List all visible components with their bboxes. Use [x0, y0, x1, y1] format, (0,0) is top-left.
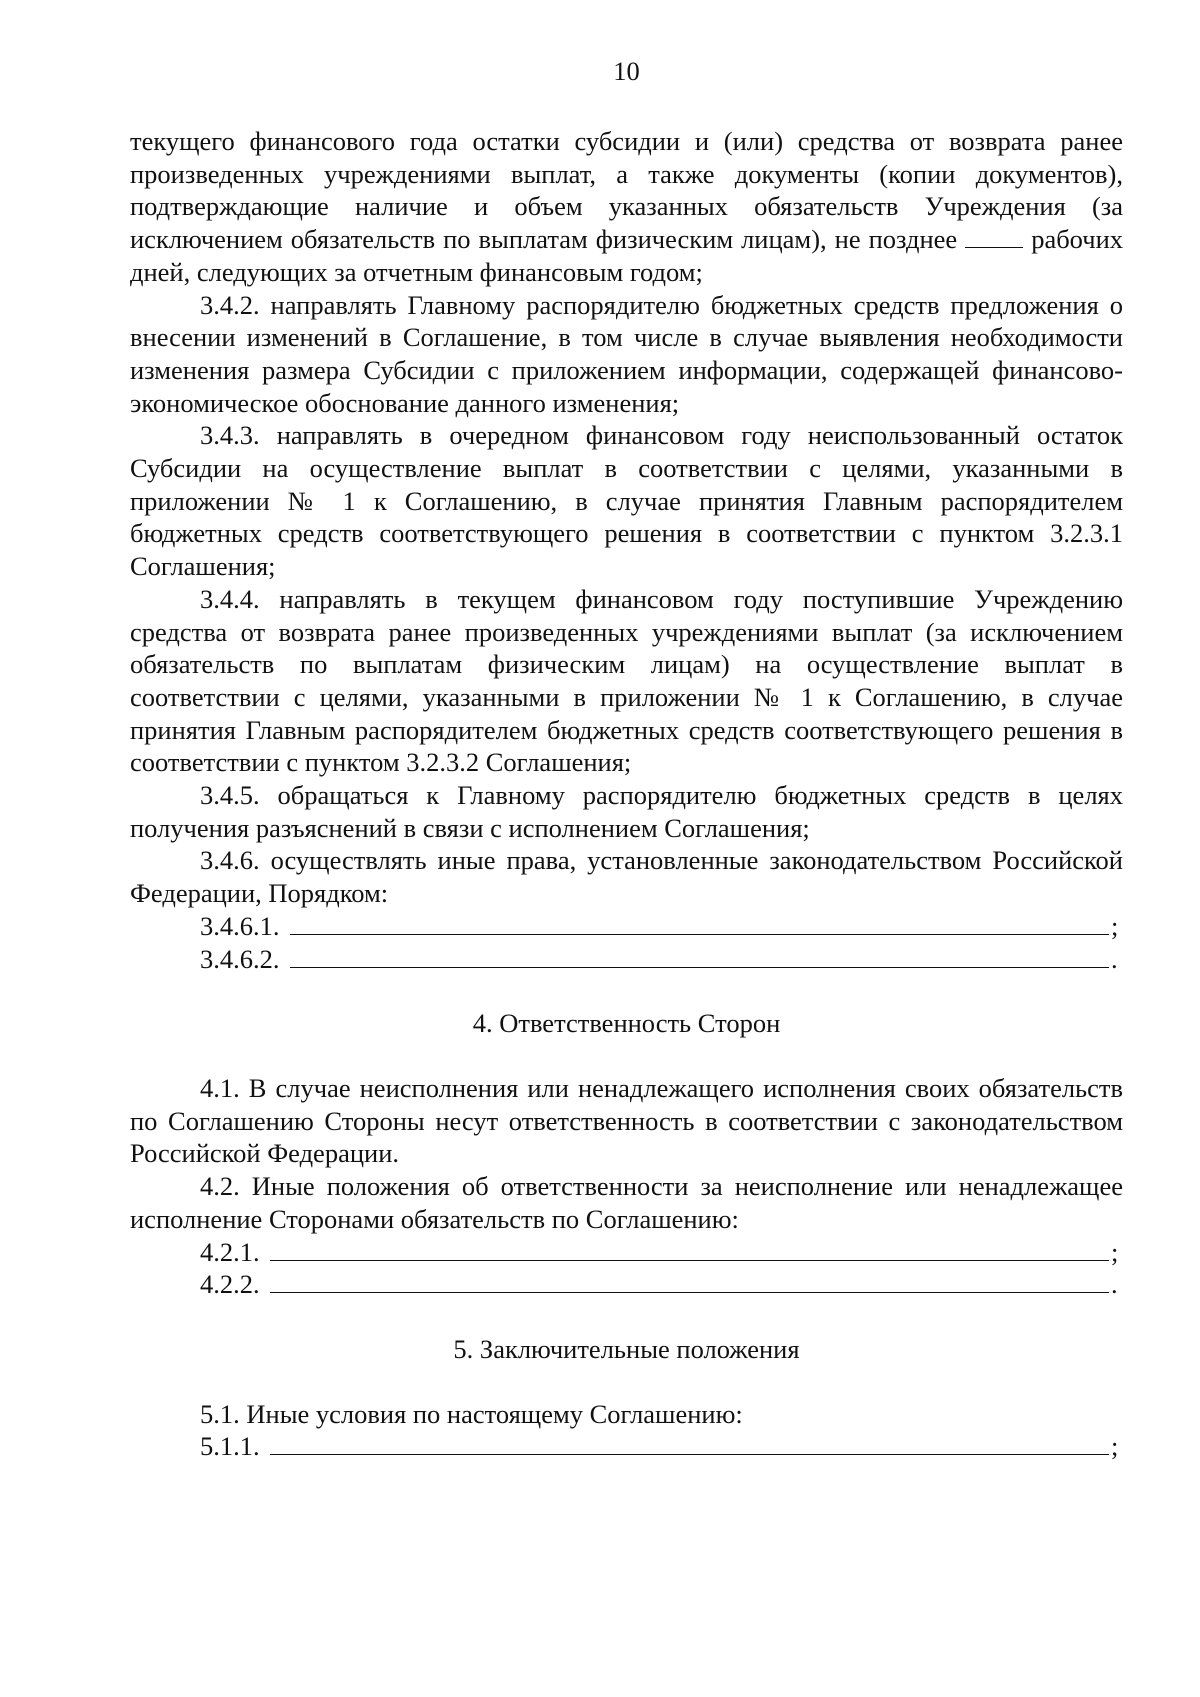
clause-4-2: 4.2. Иные положения об ответственности за неисполнение или ненадлежащее исполнение Сторонами обязательств по Соглашению:	[130, 1171, 1123, 1234]
blank-line	[270, 1236, 1109, 1261]
clause-3-4-6: 3.4.6. осуществлять иные права, установленные законодательством Российской Федерации, Порядком:	[130, 845, 1123, 909]
blank-line	[290, 910, 1110, 935]
blank-days-field	[965, 229, 1023, 248]
clause-3-4-4: 3.4.4. направлять в текущем финансовом году поступившие Учреждению средства от возврата ранее произведенных учреждениями выплат (за исключением обязательств по выплатам физическим лицам) на осуществление выплат в соответствии с целями, указанными в приложении № 1 к Соглашению, в случае принятия Главным распорядителем бюджетных средств соответствующего решения в соответствии с пунктом 3.2.3.2 Соглашения;	[130, 583, 1123, 778]
paragraph-continuation-tail: рабочих дней, следующих за отчетным финансовым годом;	[130, 224, 1124, 287]
fill-line-number: 4.2.1.	[200, 1236, 260, 1267]
fill-line-number: 4.2.2.	[200, 1269, 260, 1300]
clause-3-4-5: 3.4.5. обращаться к Главному распорядителю бюджетных средств в целях получения разъяснений в связи с исполнением Соглашения;	[130, 780, 1123, 843]
blank-line	[270, 1430, 1109, 1455]
blank-line	[290, 943, 1110, 968]
clause-4-1: 4.1. В случае неисполнения или ненадлежащего исполнения своих обязательств по Соглашению Стороны несут ответственность в соответствии с законодательством Российской Федерации.	[130, 1072, 1123, 1169]
fill-line-number: 3.4.6.1.	[200, 910, 280, 941]
fill-line-3-4-6-1	[130, 910, 1123, 943]
blank-line	[270, 1268, 1109, 1293]
fill-line-end: .	[1111, 1269, 1118, 1300]
fill-line-number: 5.1.1.	[200, 1431, 260, 1462]
clause-3-4-3: 3.4.3. направлять в очередном финансовом году неиспользованный остаток Субсидии на осуществление выплат в соответствии с целями, указанными в приложении № 1 к Соглашению, в случае принятия Главным распорядителем бюджетных средств соответствующего решения в соответствии с пунктом 3.2.3.1 Соглашения;	[130, 420, 1123, 582]
fill-line-4-2-1	[130, 1236, 1123, 1269]
paragraph-continuation-lead: текущего финансового года остатки субсидии и (или) средства от возврата ранее произведенных учреждениями выплат, а также документы (копии документов), подтверждающие наличие и объем указанных обязательств Учреждения (за исключением обязательств по выплатам физическим лицам), не позднее	[130, 126, 1123, 255]
page-number: 10	[613, 56, 640, 86]
clause-3-4-2: 3.4.2. направлять Главному распорядителю бюджетных средств предложения о внесении изменений в Соглашение, в том числе в случае выявления необходимости изменения размера Субсидии с приложением информации, содержащей финансово-экономическое обоснование данного изменения;	[130, 289, 1123, 418]
clause-5-1: 5.1. Иные условия по настоящему Соглашению:	[200, 1398, 743, 1429]
document-body	[130, 125, 1123, 1463]
fill-line-5-1-1	[130, 1430, 1123, 1463]
section-heading-4: 4. Ответственность Сторон	[472, 1008, 781, 1039]
fill-line-end: .	[1111, 943, 1118, 974]
fill-line-number: 3.4.6.2.	[200, 943, 280, 974]
paragraph-continuation	[130, 125, 1123, 289]
fill-line-4-2-2	[130, 1268, 1123, 1301]
fill-line-end: ;	[1111, 910, 1119, 941]
fill-line-end: ;	[1111, 1236, 1119, 1267]
section-heading-5: 5. Заключительные положения	[453, 1333, 800, 1364]
fill-line-end: ;	[1111, 1431, 1119, 1462]
fill-line-3-4-6-2	[130, 943, 1123, 976]
